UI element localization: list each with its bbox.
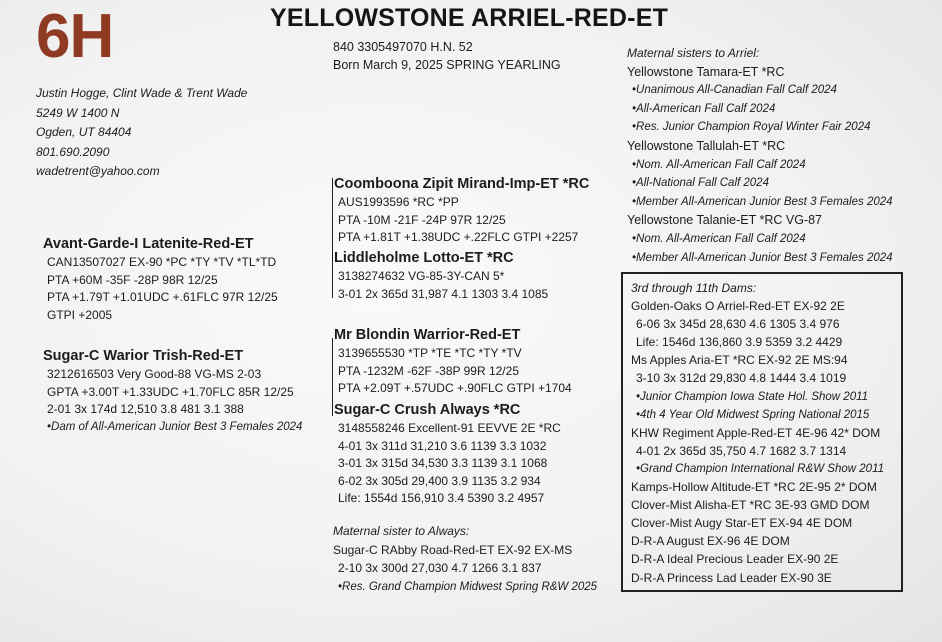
sister-note: •All-American Fall Calf 2024: [632, 102, 776, 115]
sire-line: GTPI +2005: [47, 307, 113, 322]
owner-names: Justin Hogge, Clint Wade & Trent Wade: [36, 86, 248, 100]
sire-dam-name: Liddleholme Lotto-ET *RC: [334, 250, 514, 266]
dam-name: Sugar-C Warior Trish-Red-ET: [43, 348, 244, 364]
dam-note: •Junior Champion Iowa State Hol. Show 2011: [636, 390, 869, 403]
dam-name: Kamps-Hollow Altitude-ET *RC 2E-95 2* DOM: [631, 480, 877, 495]
section-heading: Maternal sister to Always:: [333, 524, 470, 538]
sister-note: •Member All-American Junior Best 3 Females 2024: [632, 251, 893, 264]
sire-line: PTA +1.79T +1.01UDC +.61FLC 97R 12/25: [47, 290, 278, 304]
sister-name: Sugar-C RAbby Road-Red-ET EX-92 EX-MS: [333, 542, 573, 557]
dam-name: Clover-Mist Augy Star-ET EX-94 4E DOM: [631, 516, 853, 531]
sister-record: 2-10 3x 300d 27,030 4.7 1266 3.1 837: [338, 561, 542, 575]
owner-block: [36, 84, 247, 182]
dam-line: GPTA +3.00T +1.33UDC +1.70FLC 85R 12/25: [47, 384, 294, 399]
dam-block: [43, 347, 302, 436]
sire-sire-block: [334, 175, 589, 247]
dam-record: 3-10 3x 312d 29,830 4.8 1444 3.4 1019: [636, 371, 847, 386]
sister-note: •Unanimous All-Canadian Fall Calf 2024: [632, 84, 837, 97]
maternal-sisters-arriel: [627, 44, 893, 267]
dam-name: Golden-Oaks O Arriel-Red-ET EX-92 2E: [631, 299, 845, 314]
registration-info: [333, 38, 561, 74]
sister-name: Yellowstone Talanie-ET *RC VG-87: [627, 213, 823, 228]
sire-name: Avant-Garde-I Latenite-Red-ET: [43, 236, 254, 252]
dam-bracket: [332, 338, 333, 416]
dam-record: Life: 1546d 136,860 3.9 5359 3.2 4429: [636, 335, 843, 350]
sister-note: •Res. Grand Champion Midwest Spring R&W 2025: [338, 580, 598, 593]
ancestral-dams-box: [621, 272, 903, 592]
sire-sire-line: PTA -10M -21F -24P 97R 12/25: [338, 212, 506, 227]
owner-email[interactable]: wadetrent@yahoo.com: [36, 164, 160, 178]
section-heading: Maternal sisters to Arriel:: [627, 46, 760, 60]
dam-dam-line: 3148558246 Excellent-91 EEVVE 2E *RC: [338, 421, 561, 435]
sire-dam-line: 3-01 2x 365d 31,987 4.1 1303 3.4 1085: [338, 286, 549, 301]
owner-phone: 801.690.2090: [36, 144, 110, 159]
sister-note: •Nom. All-American Fall Calf 2024: [632, 232, 806, 245]
dam-line: 3212616503 Very Good-88 VG-MS 2-03: [47, 367, 262, 381]
sire-sire-line: AUS1993596 *RC *PP: [338, 195, 459, 209]
dam-dam-record: 4-01 3x 311d 31,210 3.6 1139 3.3 1032: [338, 438, 547, 453]
dam-record: 6-06 3x 345d 28,630 4.6 1305 3.4 976: [636, 317, 840, 332]
page-title: YELLOWSTONE ARRIEL-RED-ET: [270, 4, 669, 32]
birth-line: Born March 9, 2025 SPRING YEARLING: [333, 58, 561, 72]
sire-block: [43, 235, 278, 324]
dam-dam-name: Sugar-C Crush Always *RC: [334, 402, 521, 418]
sire-line: PTA +60M -35F -28P 98R 12/25: [47, 272, 218, 287]
sister-note: •Nom. All-American Fall Calf 2024: [632, 158, 806, 171]
dam-sire-block: [334, 326, 572, 398]
dam-sire-line: PTA +2.09T +.57UDC +.90FLC GTPI +1704: [338, 381, 572, 395]
sister-note: •Member All-American Junior Best 3 Females 2024: [632, 195, 893, 208]
sister-note: •Res. Junior Champion Royal Winter Fair 2024: [632, 121, 871, 134]
dam-note: •4th 4 Year Old Midwest Spring National 2015: [636, 408, 870, 421]
dam-name: D-R-A August EX-96 4E DOM: [631, 534, 790, 549]
owner-address: 5249 W 1400 N: [36, 105, 120, 120]
dam-name: D-R-A Ideal Precious Leader EX-90 2E: [631, 552, 839, 567]
dam-line: 2-01 3x 174d 12,510 3.8 481 3.1 388: [47, 402, 244, 416]
lot-number: 6H: [36, 2, 114, 71]
section-heading: 3rd through 11th Dams:: [631, 281, 757, 295]
dam-name: Ms Apples Aria-ET *RC EX-92 2E MS:94: [631, 353, 848, 368]
dam-sire-line: 3139655530 *TP *TE *TC *TY *TV: [338, 346, 522, 360]
dam-name: KHW Regiment Apple-Red-ET 4E-96 42* DOM: [631, 425, 881, 440]
registration-line: 840 3305497070 H.N. 52: [333, 40, 473, 54]
dam-note: •Dam of All-American Junior Best 3 Females 2024: [47, 420, 303, 433]
sire-sire-name: Coomboona Zipit Mirand-Imp-ET *RC: [334, 176, 590, 192]
dam-record: 4-01 2x 365d 35,750 4.7 1682 3.7 1314: [636, 443, 847, 458]
dam-dam-block: [334, 401, 561, 508]
sister-name: Yellowstone Tallulah-ET *RC: [627, 138, 786, 153]
dams-list: [631, 297, 901, 587]
dam-note: •Grand Champion International R&W Show 2011: [636, 462, 885, 475]
sister-note: •All-National Fall Calf 2024: [632, 177, 769, 190]
sister-name: Yellowstone Tamara-ET *RC: [627, 64, 785, 79]
sire-dam-line: 3138274632 VG-85-3Y-CAN 5*: [338, 269, 505, 283]
sire-sire-line: PTA +1.81T +1.38UDC +.22FLC GTPI +2257: [338, 230, 579, 244]
dam-sire-line: PTA -1232M -62F -38P 99R 12/25: [338, 363, 519, 378]
dam-dam-record: Life: 1554d 156,910 3.4 5390 3.2 4957: [338, 491, 545, 505]
sire-bracket: [332, 178, 333, 298]
dam-dam-record: 3-01 3x 315d 34,530 3.3 1139 3.1 1068: [338, 456, 548, 470]
sire-dam-block: [334, 249, 548, 303]
dam-dam-record: 6-02 3x 305d 29,400 3.9 1135 3.2 934: [338, 473, 541, 488]
dam-sire-name: Mr Blondin Warrior-Red-ET: [334, 327, 521, 343]
dam-name: Clover-Mist Alisha-ET *RC 3E-93 GMD DOM: [631, 498, 870, 513]
maternal-sister-always: [333, 522, 597, 596]
dam-name: D-R-A Princess Lad Leader EX-90 3E: [631, 570, 832, 585]
sire-line: CAN13507027 EX-90 *PC *TY *TV *TL*TD: [47, 255, 277, 269]
owner-city: Ogden, UT 84404: [36, 125, 132, 139]
